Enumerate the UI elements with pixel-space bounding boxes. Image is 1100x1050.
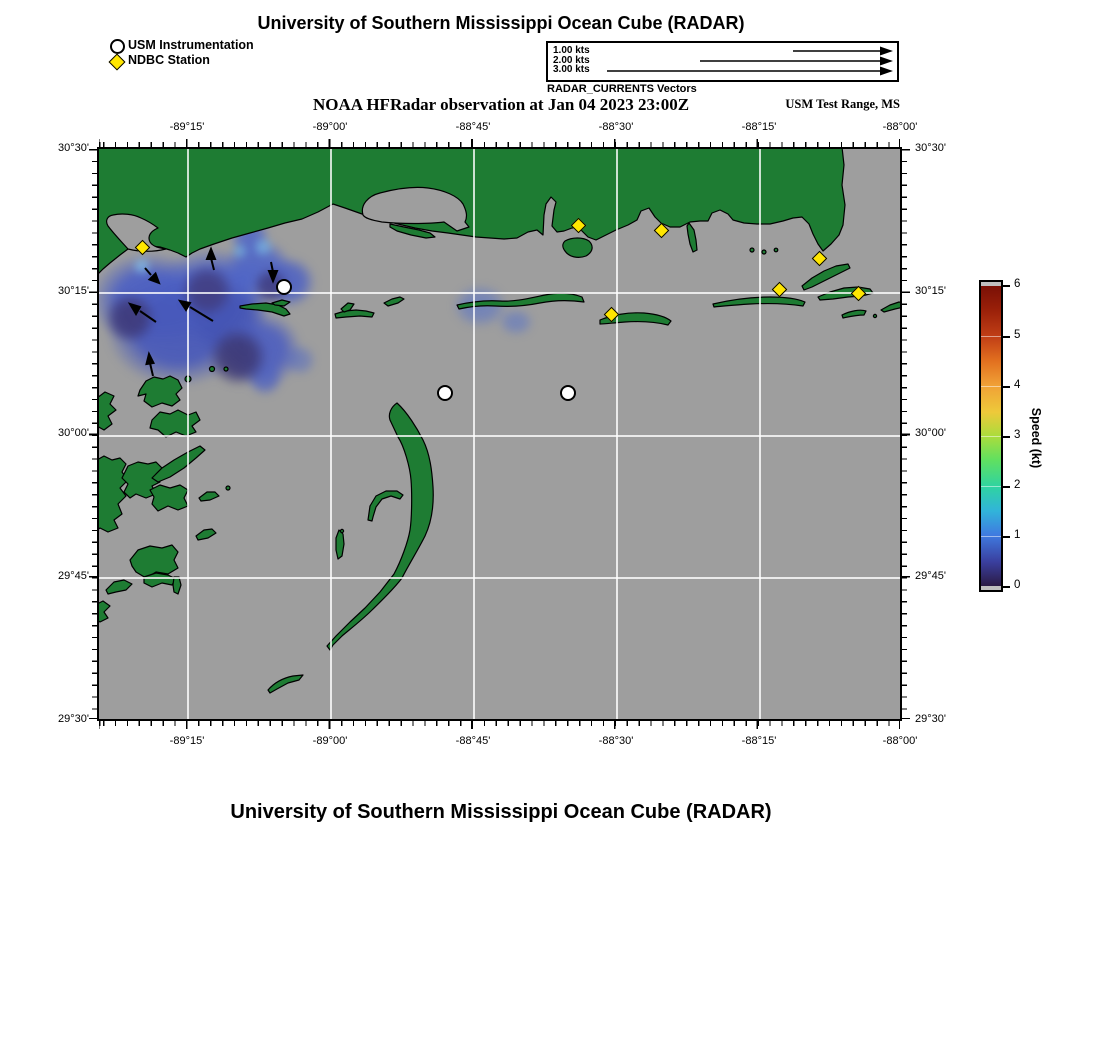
lon-tick-bot-1: -89°00' — [312, 735, 348, 747]
legend-usm-label: USM Instrumentation — [128, 38, 254, 52]
colorbar-title: Speed (kt) — [1029, 407, 1043, 469]
usm-instrumentation-icon — [110, 39, 125, 54]
test-range-label: USM Test Range, MS — [785, 97, 900, 111]
usm-instrument-marker — [560, 385, 576, 401]
colorbar-tick — [1003, 336, 1010, 338]
colorbar-gridline — [981, 336, 1001, 337]
colorbar-label-3: 3 — [1014, 429, 1021, 441]
vector-scale-caption: RADAR_CURRENTS Vectors — [547, 83, 697, 95]
lon-tick-bot-2: -88°45' — [455, 735, 491, 747]
lat-tick-left-1: 30°15' — [58, 285, 89, 297]
colorbar-gridline — [981, 436, 1001, 437]
colorbar-tick — [1003, 486, 1010, 488]
lat-tick-left-2: 30°00' — [58, 427, 89, 439]
lon-tick-bot-3: -88°30' — [598, 735, 634, 747]
lat-tick-left-4: 29°30' — [58, 713, 89, 725]
colorbar-tick — [1003, 436, 1010, 438]
usm-instrument-marker — [437, 385, 453, 401]
colorbar-gridline — [981, 486, 1001, 487]
colorbar-label-1: 1 — [1014, 529, 1021, 541]
page-title: University of Southern Mississippi Ocean Cube (RADAR) — [257, 13, 745, 33]
ndbc-station-icon — [109, 54, 126, 71]
lon-tick-top-4: -88°15' — [741, 121, 777, 133]
lat-tick-right-2: 30°00' — [915, 427, 946, 439]
vector-scale-1kt-label: 1.00 kts — [553, 45, 590, 56]
lat-tick-right-3: 29°45' — [915, 570, 946, 582]
lon-tick-top-5: -88°00' — [882, 121, 918, 133]
lon-tick-top-0: -89°15' — [169, 121, 205, 133]
lon-tick-top-1: -89°00' — [312, 121, 348, 133]
lat-tick-left-0: 30°30' — [58, 142, 89, 154]
lon-tick-top-3: -88°30' — [598, 121, 634, 133]
lat-tick-left-3: 29°45' — [58, 570, 89, 582]
vector-scale-3kt-label: 3.00 kts — [553, 64, 590, 75]
lon-tick-bot-4: -88°15' — [741, 735, 777, 747]
colorbar-label-5: 5 — [1014, 329, 1021, 341]
colorbar-tick — [1003, 586, 1010, 588]
colorbar-tick — [1003, 386, 1010, 388]
lon-tick-top-2: -88°45' — [455, 121, 491, 133]
lon-tick-bot-0: -89°15' — [169, 735, 205, 747]
usm-instrument-marker — [276, 279, 292, 295]
colorbar-tick — [1003, 285, 1010, 287]
current-vector-arrows — [99, 149, 900, 719]
lat-tick-right-0: 30°30' — [915, 142, 946, 154]
colorbar-label-0: 0 — [1014, 579, 1021, 591]
lat-tick-right-4: 29°30' — [915, 713, 946, 725]
vector-scale-arrows — [548, 43, 897, 80]
map-canvas — [97, 147, 902, 721]
lon-tick-bot-5: -88°00' — [882, 735, 918, 747]
colorbar-label-2: 2 — [1014, 479, 1021, 491]
axis-ticks-right-major — [902, 149, 910, 719]
vector-scale-box — [546, 41, 899, 82]
axis-ticks-left-major — [89, 149, 97, 719]
lat-tick-right-1: 30°15' — [915, 285, 946, 297]
colorbar-gridline — [981, 386, 1001, 387]
legend-ndbc-label: NDBC Station — [128, 53, 210, 67]
colorbar-label-6: 6 — [1014, 278, 1021, 290]
axis-ticks-top-major — [99, 139, 900, 147]
colorbar-tick — [1003, 536, 1010, 538]
vector-scale-2kt-label: 2.00 kts — [553, 54, 590, 66]
colorbar-label-4: 4 — [1014, 379, 1021, 391]
axis-ticks-bottom-major — [99, 721, 900, 729]
footer-title: University of Southern Mississippi Ocean Cube (RADAR) — [230, 801, 772, 823]
colorbar-gridline — [981, 536, 1001, 537]
observation-subtitle: NOAA HFRadar observation at Jan 04 2023 23:00Z — [312, 95, 690, 114]
